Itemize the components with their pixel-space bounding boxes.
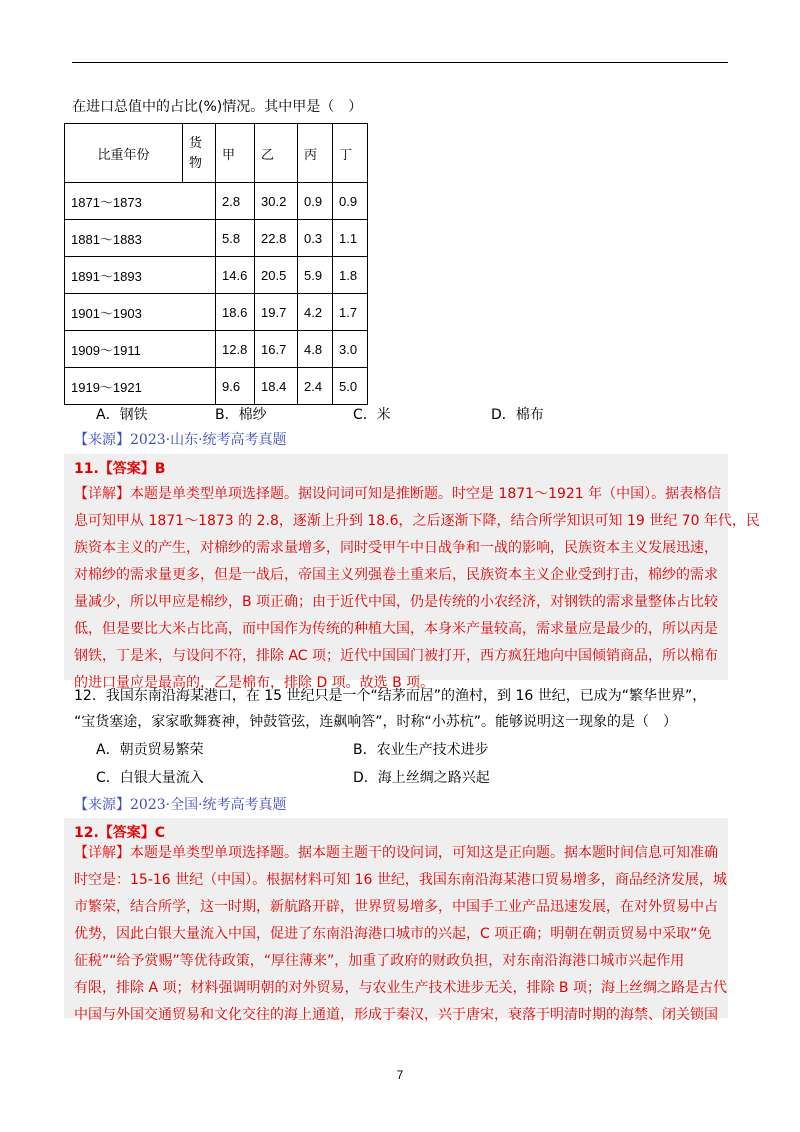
explanation-line: 族资本主义的产生，对棉纱的需求量增多，同时受甲午中日战争和一战的影响，民族资本主义发展迅速，: [74, 540, 718, 556]
corner-goods-label: 货 物: [183, 124, 216, 183]
q11-answer-block: [64, 454, 760, 691]
cell-value: 18.6: [216, 294, 255, 331]
q12-option-a: A．朝贡贸易繁荣: [96, 742, 204, 758]
q11-option-c: C．米: [353, 407, 391, 423]
import-share-table: [64, 123, 368, 405]
cell-value: 1.8: [333, 257, 368, 294]
cell-value: 0.9: [333, 183, 368, 220]
col-header: 乙: [255, 124, 298, 183]
cell-value: 0.3: [298, 220, 333, 257]
explanation-line: 钢铁，丁是米，与设问不符，排除 AC 项；近代中国国门被打开，西方疯狂地向中国倾销商品，所以棉布: [74, 648, 719, 664]
q12-option-b: B．农业生产技术进步: [353, 742, 489, 758]
explanation-line: 中国与外国交通贸易和文化交往的海上通道，形成于秦汉，兴于唐宋，衰落于明清时期的海禁、闭关锁国: [74, 1007, 718, 1023]
cell-value: 19.7: [255, 294, 298, 331]
table-row: [65, 294, 368, 331]
cell-value: 2.4: [298, 368, 333, 405]
row-year: 1891～1893: [65, 257, 216, 294]
row-year: 1901～1903: [65, 294, 216, 331]
header-rule: [72, 62, 728, 63]
cell-value: 22.8: [255, 220, 298, 257]
table-header-row: [65, 124, 368, 183]
explanation-line: 市繁荣，结合所学，这一时期，新航路开辟，世界贸易增多，中国手工业产品迅速发展，在对外贸易中占: [74, 899, 718, 915]
q11-option-d: D．棉布: [491, 407, 544, 423]
row-year: 1881～1883: [65, 220, 216, 257]
q12-source: 【来源】2023·全国·统考高考真题: [74, 797, 287, 813]
cell-value: 12.8: [216, 331, 255, 368]
corner-year-label: 比重年份: [65, 124, 183, 183]
col-header: 甲: [216, 124, 255, 183]
cell-value: 18.4: [255, 368, 298, 405]
q11-source: 【来源】2023·山东·统考高考真题: [74, 432, 287, 448]
q12-option-c: C．白银大量流入: [96, 770, 204, 786]
cell-value: 4.8: [298, 331, 333, 368]
table-row: [65, 257, 368, 294]
page-number: 7: [396, 1068, 404, 1082]
table-row: [65, 183, 368, 220]
cell-value: 2.8: [216, 183, 255, 220]
q11-option-b: B．棉纱: [215, 407, 267, 423]
q12-answer-block: [64, 818, 728, 1023]
q11-intro: 在进口总值中的占比(%)情况。其中甲是（ ）: [72, 99, 363, 115]
explanation-line: 【详解】本题是单类型单项选择题。据本题主题干的设问词，可知这是正向题。据本题时间信息可知准确: [74, 845, 718, 861]
q12-answer-head: 12.【答案】C: [74, 825, 166, 841]
explanation-line: 的进口量应是最高的，乙是棉布，排除 D 项。故选 B 项。: [74, 675, 435, 691]
row-year: 1871～1873: [65, 183, 216, 220]
col-header: 丙: [298, 124, 333, 183]
q12-stem-line: “宝货塞途，家家歌舞赛神，钟鼓管弦，连飙响答”，时称“小苏杭”。能够说明这一现象的是（ ）: [74, 714, 678, 730]
table-row: [65, 368, 368, 405]
cell-value: 5.9: [298, 257, 333, 294]
q11-option-a: A．钢铁: [96, 407, 148, 423]
q12-stem-line: 12．我国东南沿海某港口，在 15 世纪只是一个“结茅而居”的渔村，到 16 世纪，已成为“繁华世界”，: [74, 688, 707, 704]
row-year: 1909～1911: [65, 331, 216, 368]
cell-value: 1.1: [333, 220, 368, 257]
cell-value: 1.7: [333, 294, 368, 331]
explanation-line: 低，但是要比大米占比高，而中国作为传统的种植大国，本身米产量较高，需求量应是最少的，所以丙是: [74, 621, 718, 637]
explanation-line: 有限，排除 A 项；材料强调明朝的对外贸易，与农业生产技术进步无关，排除 B 项；海上丝绸之路是古代: [74, 980, 727, 996]
cell-value: 20.5: [255, 257, 298, 294]
explanation-line: 时空是：15-16 世纪（中国）。根据材料可知 16 世纪，我国东南沿海某港口贸易增多，商品经济发展，城: [74, 872, 727, 888]
cell-value: 5.8: [216, 220, 255, 257]
cell-value: 0.9: [298, 183, 333, 220]
table-row: [65, 220, 368, 257]
table-row: [65, 331, 368, 368]
q11-explanation: [74, 481, 760, 697]
q12-option-d: D．海上丝绸之路兴起: [353, 770, 490, 786]
explanation-line: 优势，因此白银大量流入中国，促进了东南沿海港口城市的兴起，C 项正确；明朝在朝贡贸易中采取“免: [74, 926, 712, 942]
cell-value: 14.6: [216, 257, 255, 294]
cell-value: 9.6: [216, 368, 255, 405]
explanation-line: 息可知甲从 1871～1873 的 2.8，逐渐上升到 18.6，之后逐渐下降，结合所学知识可知 19 世纪 70 年代，民: [74, 513, 760, 529]
q12-explanation: [74, 840, 727, 1029]
col-header: 丁: [333, 124, 368, 183]
cell-value: 4.2: [298, 294, 333, 331]
explanation-line: 【详解】本题是单类型单项选择题。据设问词可知是推断题。时空是 1871～1921 年（中国）。据表格信: [74, 486, 722, 502]
cell-value: 30.2: [255, 183, 298, 220]
row-year: 1919～1921: [65, 368, 216, 405]
explanation-line: 征税”“给予赏赐”等优待政策，“厚往薄来”，加重了政府的财政负担，对东南沿海港口城市兴起作用: [74, 953, 685, 969]
q11-answer-head: 11.【答案】B: [74, 461, 166, 477]
cell-value: 16.7: [255, 331, 298, 368]
cell-value: 3.0: [333, 331, 368, 368]
explanation-line: 量减少，所以甲应是棉纱，B 项正确；由于近代中国，仍是传统的小农经济，对钢铁的需求量整体占比较: [74, 594, 719, 610]
cell-value: 5.0: [333, 368, 368, 405]
explanation-line: 对棉纱的需求量更多，但是一战后，帝国主义列强卷土重来后，民族资本主义企业受到打击，棉纱的需求: [74, 567, 718, 583]
